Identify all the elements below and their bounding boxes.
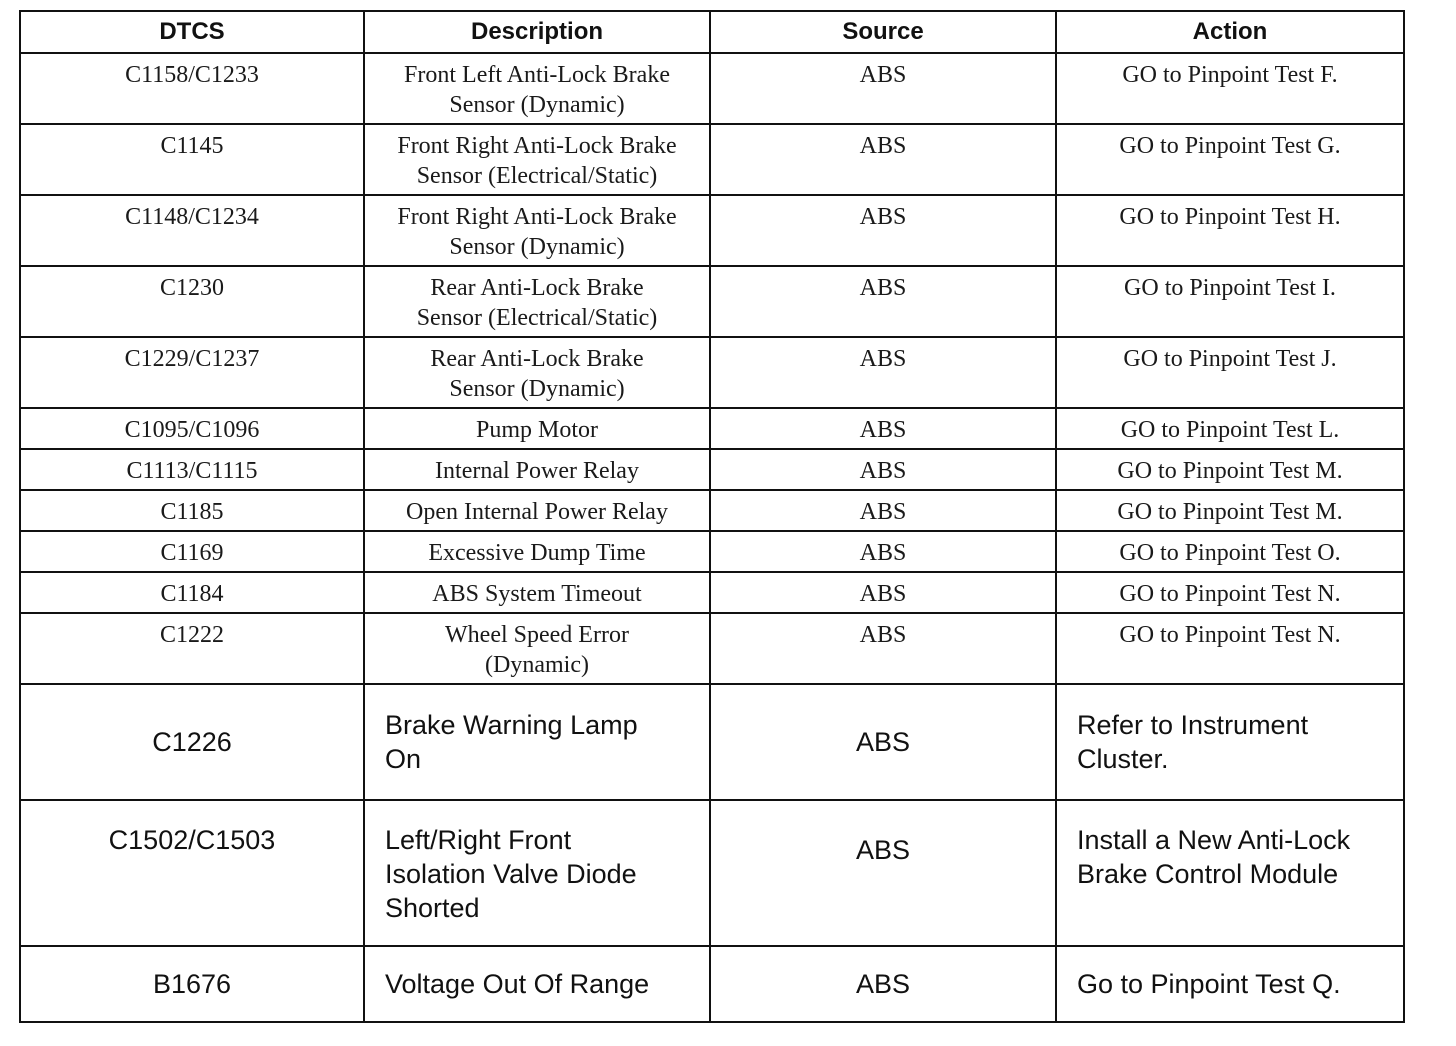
table-header	[20, 11, 1404, 53]
dtc-code-cell: C1184	[20, 572, 364, 613]
action-cell: Refer to Instrument Cluster.	[1056, 684, 1404, 800]
header-action: Action	[1056, 11, 1404, 53]
source-cell: ABS	[710, 613, 1056, 684]
description-cell: Internal Power Relay	[364, 449, 710, 490]
table-row	[20, 684, 1404, 800]
description-cell: Front Left Anti-Lock Brake Sensor (Dynamic)	[364, 53, 710, 124]
source-cell: ABS	[710, 408, 1056, 449]
table-row	[20, 266, 1404, 337]
dtc-code-cell: C1148/C1234	[20, 195, 364, 266]
description-cell: Front Right Anti-Lock Brake Sensor (Electrical/Static)	[364, 124, 710, 195]
table-row	[20, 946, 1404, 1022]
header-row	[20, 11, 1404, 53]
description-cell: Rear Anti-Lock Brake Sensor (Dynamic)	[364, 337, 710, 408]
source-cell: ABS	[710, 800, 1056, 946]
description-cell: Open Internal Power Relay	[364, 490, 710, 531]
action-cell: GO to Pinpoint Test O.	[1056, 531, 1404, 572]
table-row	[20, 53, 1404, 124]
description-cell: Front Right Anti-Lock Brake Sensor (Dynamic)	[364, 195, 710, 266]
table-row	[20, 490, 1404, 531]
source-cell: ABS	[710, 684, 1056, 800]
source-cell: ABS	[710, 337, 1056, 408]
source-cell: ABS	[710, 449, 1056, 490]
source-cell: ABS	[710, 572, 1056, 613]
source-cell: ABS	[710, 490, 1056, 531]
dtc-code-cell: C1113/C1115	[20, 449, 364, 490]
action-cell: GO to Pinpoint Test M.	[1056, 449, 1404, 490]
dtc-code-cell: C1185	[20, 490, 364, 531]
description-cell: Wheel Speed Error (Dynamic)	[364, 613, 710, 684]
action-cell: GO to Pinpoint Test F.	[1056, 53, 1404, 124]
description-cell: Left/Right Front Isolation Valve Diode Shorted	[364, 800, 710, 946]
source-cell: ABS	[710, 531, 1056, 572]
dtc-code-cell: B1676	[20, 946, 364, 1022]
description-cell: Pump Motor	[364, 408, 710, 449]
action-cell: GO to Pinpoint Test G.	[1056, 124, 1404, 195]
header-dtcs: DTCS	[20, 11, 364, 53]
action-cell: GO to Pinpoint Test I.	[1056, 266, 1404, 337]
table-row	[20, 800, 1404, 946]
table-body	[20, 53, 1404, 1022]
source-cell: ABS	[710, 124, 1056, 195]
description-cell: Brake Warning Lamp On	[364, 684, 710, 800]
dtc-code-cell: C1230	[20, 266, 364, 337]
table-row	[20, 531, 1404, 572]
dtc-code-cell: C1502/C1503	[20, 800, 364, 946]
table-row	[20, 613, 1404, 684]
table-row	[20, 572, 1404, 613]
action-cell: GO to Pinpoint Test H.	[1056, 195, 1404, 266]
source-cell: ABS	[710, 53, 1056, 124]
dtc-code-cell: C1222	[20, 613, 364, 684]
table-row	[20, 449, 1404, 490]
dtc-code-cell: C1229/C1237	[20, 337, 364, 408]
header-description: Description	[364, 11, 710, 53]
table-row	[20, 124, 1404, 195]
action-cell: Install a New Anti-Lock Brake Control Module	[1056, 800, 1404, 946]
header-source: Source	[710, 11, 1056, 53]
dtc-code-cell: C1169	[20, 531, 364, 572]
description-cell: ABS System Timeout	[364, 572, 710, 613]
table-row	[20, 408, 1404, 449]
dtc-code-cell: C1145	[20, 124, 364, 195]
action-cell: GO to Pinpoint Test N.	[1056, 613, 1404, 684]
source-cell: ABS	[710, 266, 1056, 337]
action-cell: GO to Pinpoint Test J.	[1056, 337, 1404, 408]
source-cell: ABS	[710, 195, 1056, 266]
table-row	[20, 337, 1404, 408]
dtc-code-cell: C1158/C1233	[20, 53, 364, 124]
source-cell: ABS	[710, 946, 1056, 1022]
dtc-table	[19, 10, 1405, 1023]
description-cell: Excessive Dump Time	[364, 531, 710, 572]
description-cell: Rear Anti-Lock Brake Sensor (Electrical/Static)	[364, 266, 710, 337]
action-cell: Go to Pinpoint Test Q.	[1056, 946, 1404, 1022]
table-row	[20, 195, 1404, 266]
action-cell: GO to Pinpoint Test M.	[1056, 490, 1404, 531]
action-cell: GO to Pinpoint Test L.	[1056, 408, 1404, 449]
description-cell: Voltage Out Of Range	[364, 946, 710, 1022]
dtc-code-cell: C1226	[20, 684, 364, 800]
dtc-code-cell: C1095/C1096	[20, 408, 364, 449]
action-cell: GO to Pinpoint Test N.	[1056, 572, 1404, 613]
